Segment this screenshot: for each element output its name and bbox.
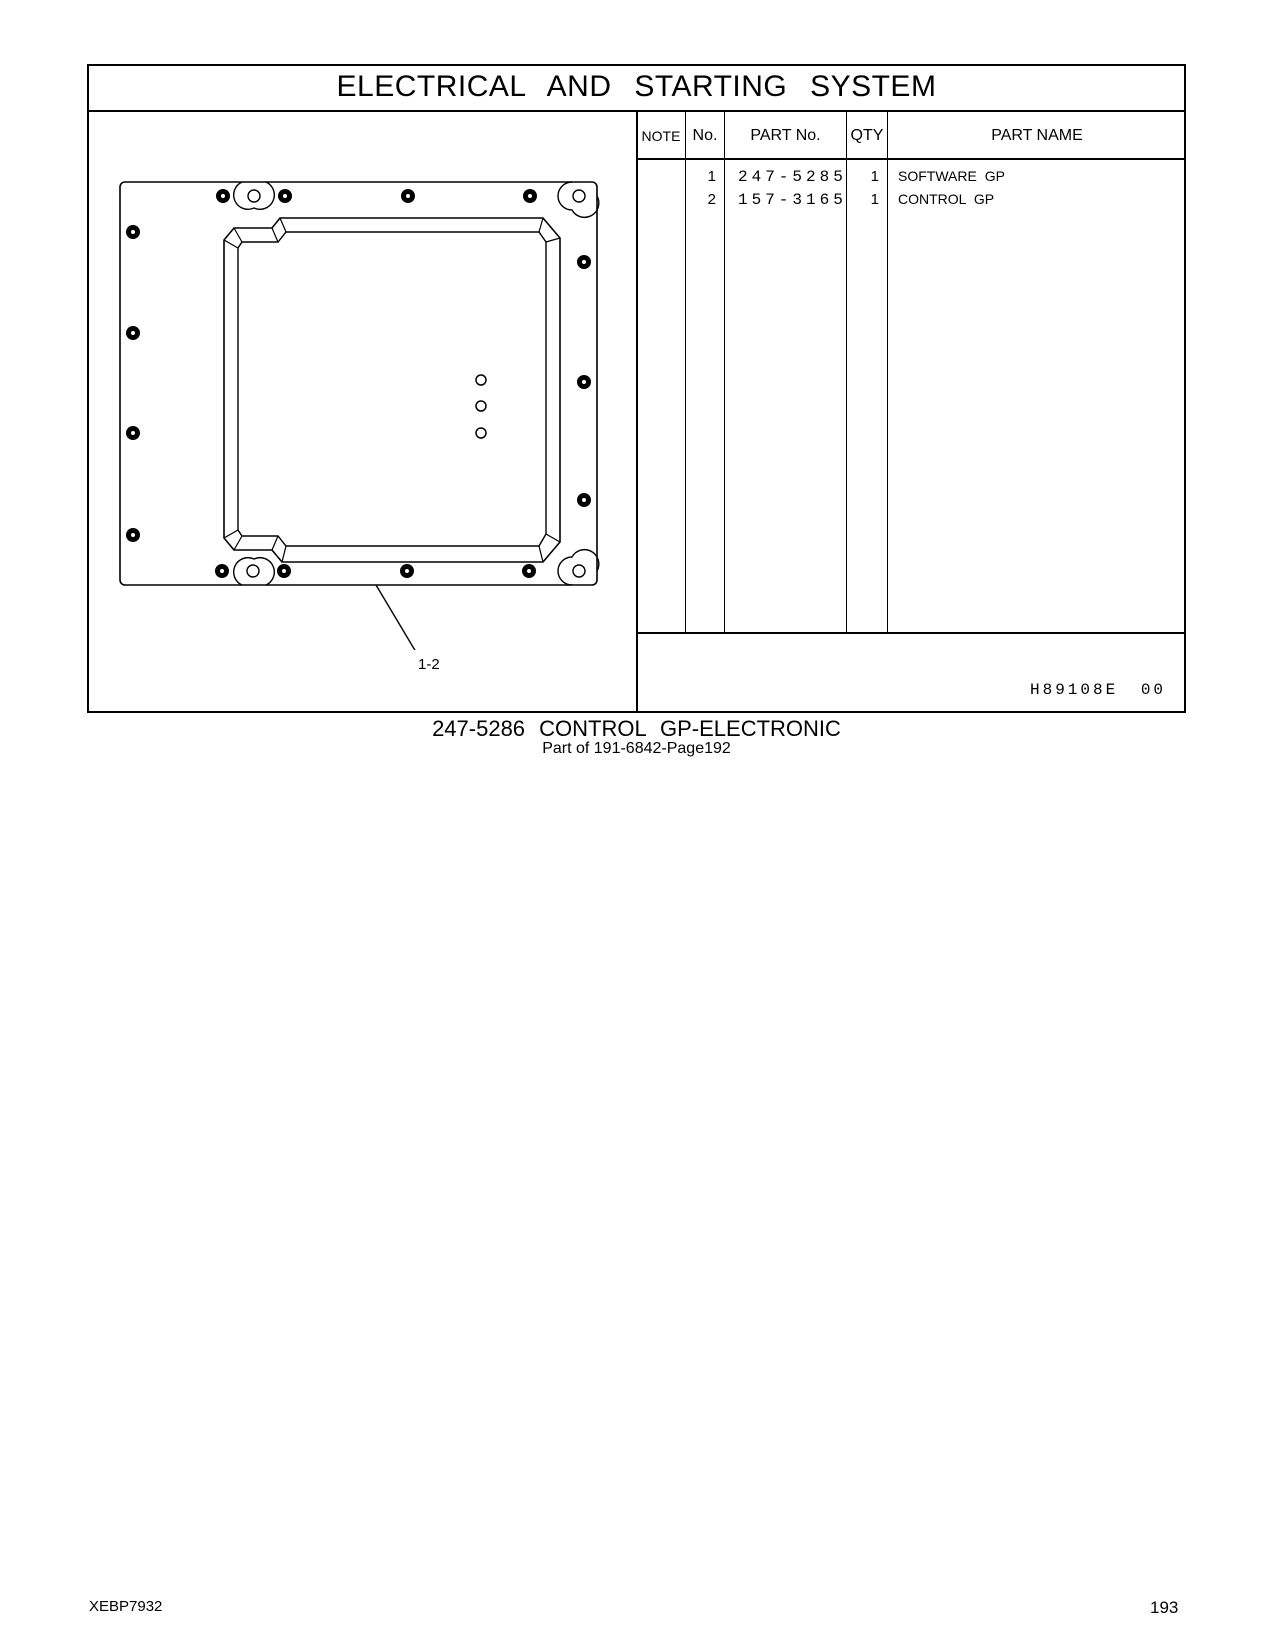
assembly-caption: 247-5286 CONTROL GP-ELECTRONIC [432,716,841,741]
section-header [87,64,1186,112]
header-note: NOTE [641,128,681,144]
table-bottom-rule [637,632,1186,634]
row-2-no: 2 [707,191,716,208]
header-no: No. [692,127,718,144]
column-rule [887,112,888,633]
page-number: 193 [1150,1598,1179,1617]
callout-label: 1-2 [418,656,440,673]
header-rule [637,158,1186,160]
assembly-subcaption: Part of 191-6842-Page192 [542,740,731,757]
section-title: ELECTRICAL AND STARTING SYSTEM [336,70,937,103]
header-qty: QTY [850,127,884,144]
row-1-part-name: SOFTWARE GP [898,168,1005,184]
row-2-qty: 1 [870,191,879,208]
illustration-ref-code: H89108E 00 [1030,681,1167,699]
header-part-name: PART NAME [991,127,1083,144]
row-1-part-no: 247-5285 [738,168,847,186]
control-gp-illustration [110,170,605,650]
header-part-no: PART No. [750,127,821,144]
row-1-no: 1 [707,168,716,185]
column-rule [724,112,725,633]
row-2-part-no: 157-3165 [738,191,847,209]
document-id: XEBP7932 [89,1598,163,1615]
illustration-table-divider [636,111,638,713]
row-2-part-name: CONTROL GP [898,191,995,207]
row-1-qty: 1 [870,168,879,185]
